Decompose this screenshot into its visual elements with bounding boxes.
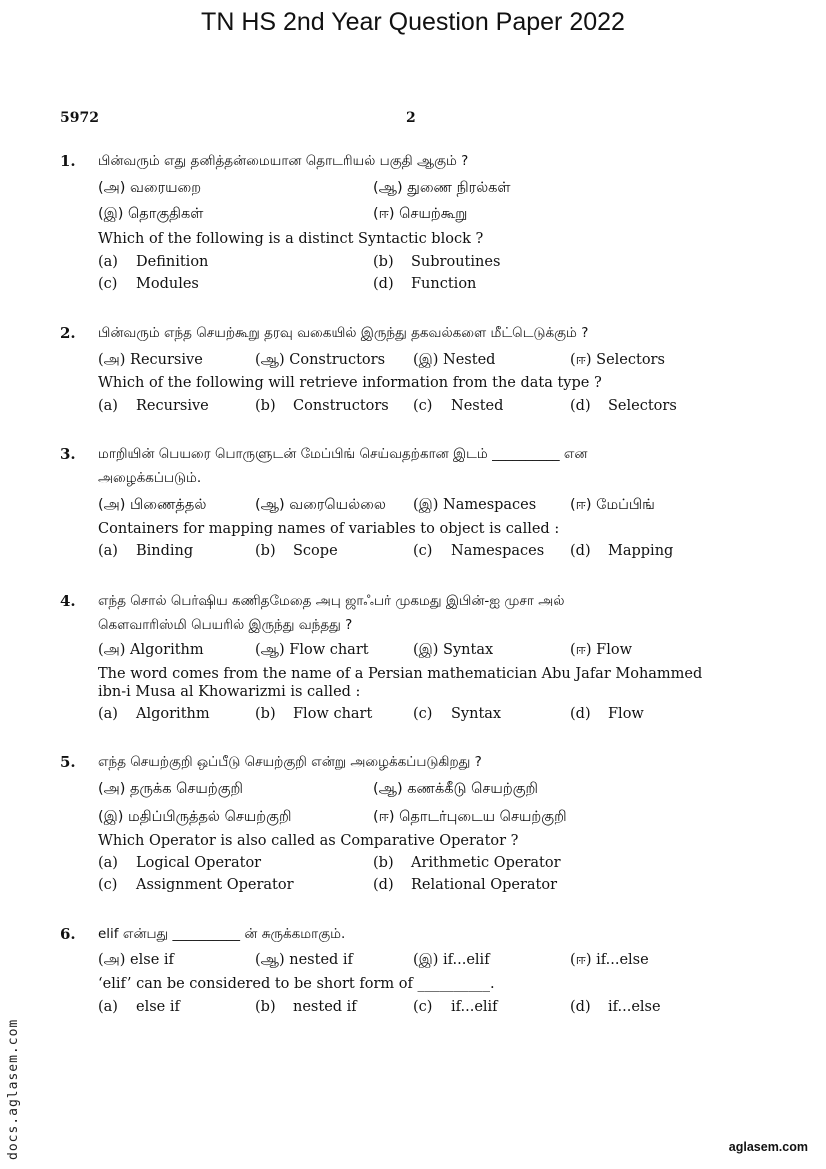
question-english: ibn-i Musa al Khowarizmi is called : <box>98 684 361 700</box>
tamil-option: (ஈ) if...else <box>570 952 649 968</box>
question-number: 3. <box>60 445 76 463</box>
tamil-option: (ஆ) கணக்கீடு செயற்குறி <box>373 781 538 797</box>
option: (d) Selectors <box>570 398 677 414</box>
question-number: 6. <box>60 925 76 943</box>
watermark: docs.aglasem.com <box>6 1018 21 1160</box>
question-number: 1. <box>60 152 76 170</box>
tamil-option: (ஆ) துணை நிரல்கள் <box>373 180 511 196</box>
paper-code: 5972 <box>60 110 99 126</box>
question-tamil: பின்வரும் எது தனித்தன்மையான தொடரியல் பகுதி ஆகும் ? <box>98 153 469 169</box>
option: (a) Definition <box>98 254 209 270</box>
tamil-option: (அ) வரையறை <box>98 180 202 196</box>
tamil-option: (அ) தருக்க செயற்குறி <box>98 781 243 797</box>
question-tamil: மாறியின் பெயரை பொருளுடன் மேப்பிங் செய்வதற்கான இடம் __________ என <box>98 446 588 462</box>
tamil-option: (ஆ) வரையெல்லை <box>255 497 386 513</box>
option: (d) Function <box>373 276 477 292</box>
option: (b) Subroutines <box>373 254 501 270</box>
tamil-option: (ஈ) Selectors <box>570 352 665 368</box>
option: (c) Nested <box>413 398 504 414</box>
question-number: 5. <box>60 753 76 771</box>
question-tamil: எந்த சொல் பெர்ஷிய கணிதமேதை அபு ஜாஃபர் முகமது இபின்-ஐ முசா அல் <box>98 593 565 609</box>
option: (b) nested if <box>255 999 357 1015</box>
tamil-option: (இ) மதிப்பிருத்தல் செயற்குறி <box>98 809 292 825</box>
question-number: 4. <box>60 592 76 610</box>
tamil-option: (ஈ) மேப்பிங் <box>570 497 655 513</box>
option: (d) Relational Operator <box>373 877 558 893</box>
tamil-option: (இ) Namespaces <box>413 497 537 513</box>
question-6 <box>60 923 740 1033</box>
question-english: Which of the following will retrieve information from the data type ? <box>98 375 602 391</box>
option: (a) Recursive <box>98 398 209 414</box>
page-title: TN HS 2nd Year Question Paper 2022 <box>201 8 625 36</box>
page-number: 2 <box>406 110 416 126</box>
question-tamil: கௌவாரிஸ்மி பெயரில் இருந்து வந்தது ? <box>98 617 353 633</box>
tamil-option: (இ) Nested <box>413 352 496 368</box>
tamil-option: (இ) Syntax <box>413 642 494 658</box>
option: (d) Mapping <box>570 543 674 559</box>
question-1 <box>60 150 740 300</box>
question-tamil: அழைக்கப்படும். <box>98 470 202 486</box>
option: (a) Binding <box>98 543 194 559</box>
tamil-option: (அ) Recursive <box>98 352 203 368</box>
question-5 <box>60 751 740 901</box>
tamil-option: (அ) else if <box>98 952 174 968</box>
option: (a) Logical Operator <box>98 855 262 871</box>
option: (c) Syntax <box>413 706 502 722</box>
option: (d) if...else <box>570 999 661 1015</box>
question-english: Which of the following is a distinct Syntactic block ? <box>98 231 484 247</box>
question-tamil: elif என்பது __________ ன் சுருக்கமாகும். <box>98 926 346 942</box>
question-tamil: பின்வரும் எந்த செயற்கூறு தரவு வகையில் இருந்து தகவல்களை மீட்டெடுக்கும் ? <box>98 325 589 341</box>
tamil-option: (ஈ) Flow <box>570 642 632 658</box>
tamil-option: (ஆ) nested if <box>255 952 353 968</box>
option: (d) Flow <box>570 706 644 722</box>
option: (b) Constructors <box>255 398 389 414</box>
question-2 <box>60 322 740 422</box>
question-english: Which Operator is also called as Comparative Operator ? <box>98 833 519 849</box>
tamil-option: (அ) பிணைத்தல் <box>98 497 207 513</box>
option: (b) Flow chart <box>255 706 373 722</box>
tamil-option: (ஆ) Constructors <box>255 352 386 368</box>
question-english: ‘elif’ can be considered to be short form of __________. <box>98 976 495 992</box>
footer-brand: aglasem.com <box>728 1140 808 1154</box>
tamil-option: (ஆ) Flow chart <box>255 642 369 658</box>
question-tamil: எந்த செயற்குறி ஒப்பீடு செயற்குறி என்று அழைக்கப்படுகிறது ? <box>98 754 482 770</box>
tamil-option: (ஈ) தொடர்புடைய செயற்குறி <box>373 809 567 825</box>
option: (c) if...elif <box>413 999 498 1015</box>
option: (b) Scope <box>255 543 338 559</box>
question-english: The word comes from the name of a Persian mathematician Abu Jafar Mohammed <box>98 666 703 682</box>
option: (b) Arithmetic Operator <box>373 855 561 871</box>
question-3 <box>60 443 740 573</box>
question-4 <box>60 590 740 740</box>
option: (c) Namespaces <box>413 543 545 559</box>
option: (c) Assignment Operator <box>98 877 294 893</box>
option: (a) Algorithm <box>98 706 210 722</box>
tamil-option: (இ) if...elif <box>413 952 490 968</box>
option: (c) Modules <box>98 276 199 292</box>
tamil-option: (ஈ) செயற்கூறு <box>373 206 468 222</box>
tamil-option: (இ) தொகுதிகள் <box>98 206 204 222</box>
option: (a) else if <box>98 999 180 1015</box>
question-number: 2. <box>60 324 76 342</box>
question-english: Containers for mapping names of variables to object is called : <box>98 521 560 537</box>
tamil-option: (அ) Algorithm <box>98 642 204 658</box>
